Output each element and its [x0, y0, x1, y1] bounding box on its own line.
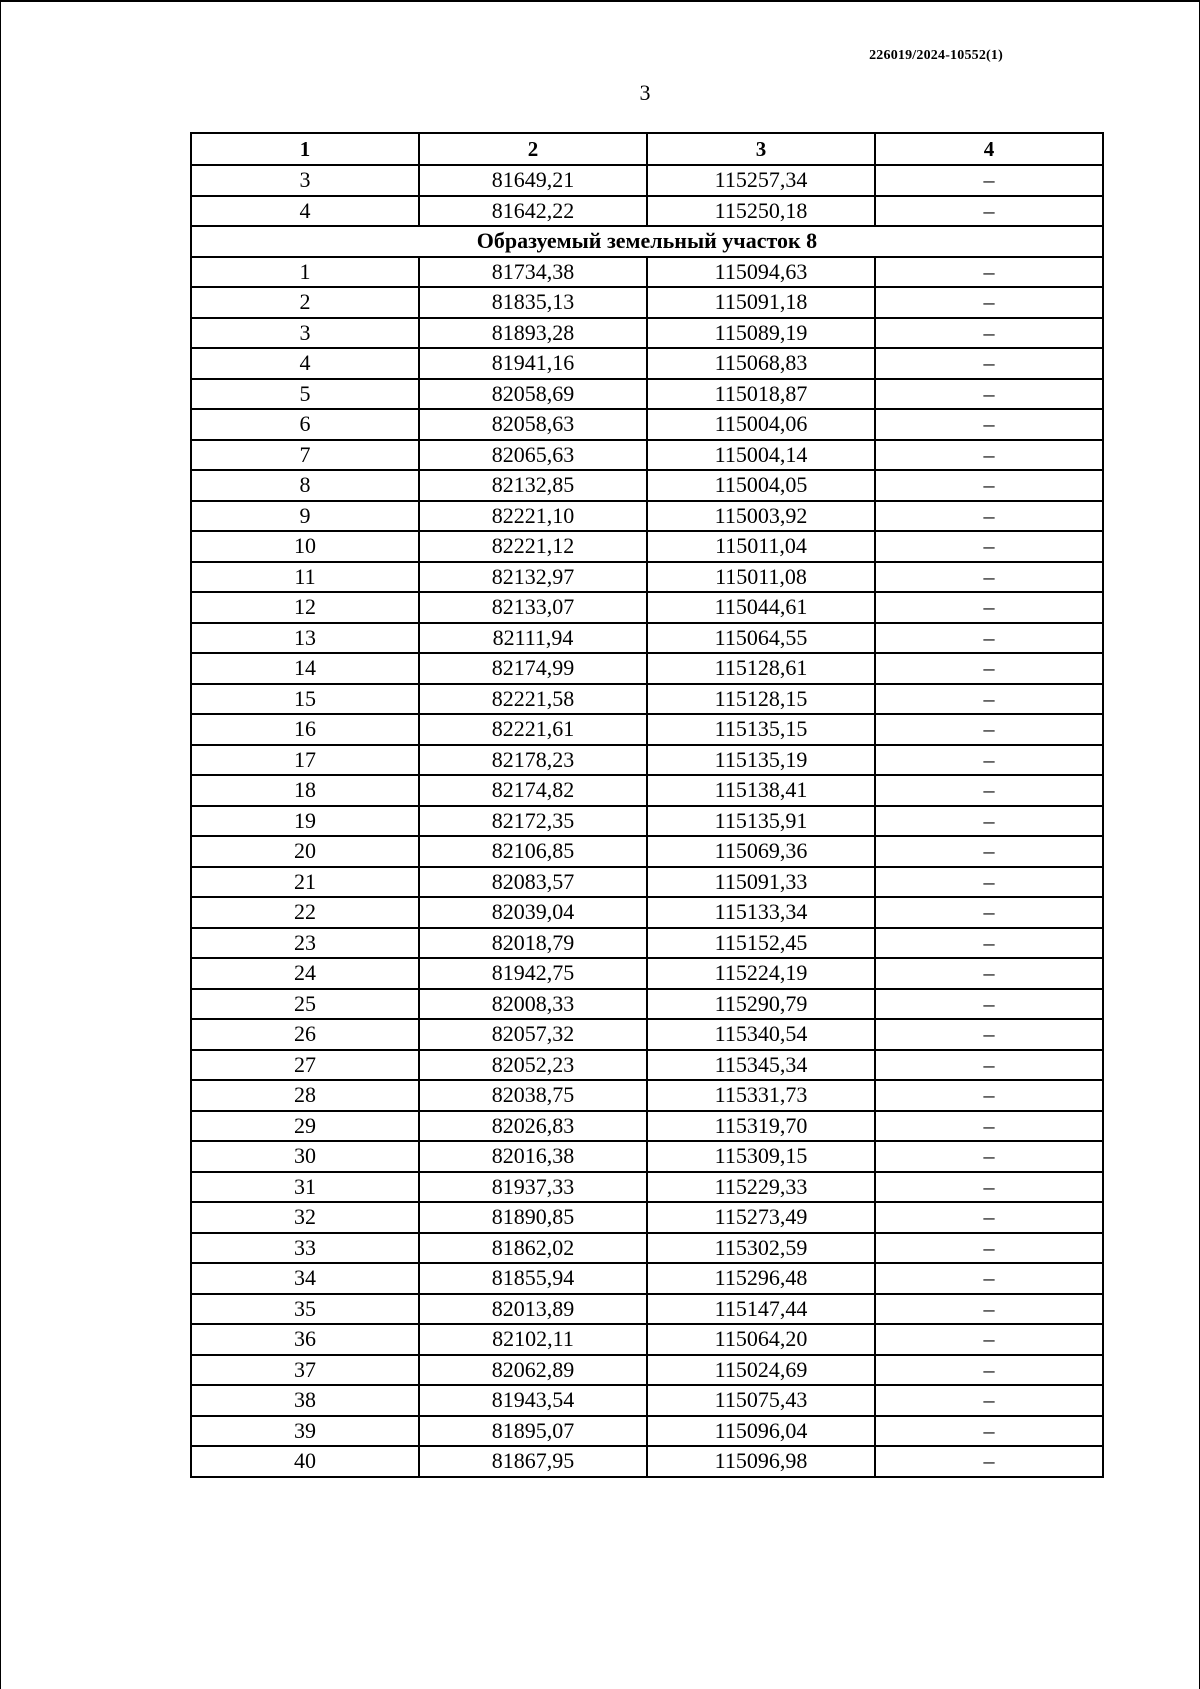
- point-number-cell: 26: [191, 1019, 419, 1050]
- section-header-body: [191, 226, 1103, 257]
- point-number-cell: 34: [191, 1263, 419, 1294]
- y-coordinate-cell: 115128,15: [647, 684, 875, 715]
- note-cell: –: [875, 1050, 1103, 1081]
- table-row: [191, 531, 1103, 562]
- y-coordinate-cell: 115250,18: [647, 196, 875, 227]
- note-cell: –: [875, 165, 1103, 196]
- table-row: [191, 867, 1103, 898]
- y-coordinate-cell: 115345,34: [647, 1050, 875, 1081]
- note-cell: –: [875, 440, 1103, 471]
- y-coordinate-cell: 115068,83: [647, 348, 875, 379]
- x-coordinate-cell: 81867,95: [419, 1446, 647, 1477]
- table-row: [191, 1416, 1103, 1447]
- note-cell: –: [875, 1263, 1103, 1294]
- x-coordinate-cell: 81734,38: [419, 257, 647, 288]
- note-cell: –: [875, 714, 1103, 745]
- note-cell: –: [875, 562, 1103, 593]
- table-row: [191, 1324, 1103, 1355]
- note-cell: –: [875, 684, 1103, 715]
- note-cell: –: [875, 1416, 1103, 1447]
- point-number-cell: 16: [191, 714, 419, 745]
- point-number-cell: 4: [191, 196, 419, 227]
- table-row: [191, 684, 1103, 715]
- point-number-cell: 31: [191, 1172, 419, 1203]
- note-cell: –: [875, 1141, 1103, 1172]
- y-coordinate-cell: 115024,69: [647, 1355, 875, 1386]
- point-number-cell: 18: [191, 775, 419, 806]
- column-header: 2: [419, 133, 647, 165]
- coordinates-table: [190, 132, 1104, 1478]
- note-cell: –: [875, 196, 1103, 227]
- note-cell: –: [875, 1324, 1103, 1355]
- point-number-cell: 6: [191, 409, 419, 440]
- table-row: [191, 1446, 1103, 1477]
- point-number-cell: 22: [191, 897, 419, 928]
- note-cell: –: [875, 745, 1103, 776]
- point-number-cell: 11: [191, 562, 419, 593]
- table-row: [191, 1050, 1103, 1081]
- x-coordinate-cell: 82062,89: [419, 1355, 647, 1386]
- x-coordinate-cell: 82172,35: [419, 806, 647, 837]
- table-row: [191, 348, 1103, 379]
- table-row: [191, 1172, 1103, 1203]
- column-header: 4: [875, 133, 1103, 165]
- point-number-cell: 15: [191, 684, 419, 715]
- table-row: [191, 1355, 1103, 1386]
- page-number: 3: [639, 80, 651, 105]
- note-cell: –: [875, 1355, 1103, 1386]
- note-cell: –: [875, 623, 1103, 654]
- point-number-cell: 40: [191, 1446, 419, 1477]
- table-row: [191, 1141, 1103, 1172]
- x-coordinate-cell: 82133,07: [419, 592, 647, 623]
- y-coordinate-cell: 115273,49: [647, 1202, 875, 1233]
- table-row: [191, 1019, 1103, 1050]
- note-cell: –: [875, 897, 1103, 928]
- table-row: [191, 958, 1103, 989]
- section-header-row: [191, 226, 1103, 257]
- x-coordinate-cell: 82013,89: [419, 1294, 647, 1325]
- point-number-cell: 3: [191, 318, 419, 349]
- point-number-cell: 5: [191, 379, 419, 410]
- point-number-cell: 9: [191, 501, 419, 532]
- x-coordinate-cell: 81943,54: [419, 1385, 647, 1416]
- note-cell: –: [875, 318, 1103, 349]
- point-number-cell: 36: [191, 1324, 419, 1355]
- x-coordinate-cell: 81942,75: [419, 958, 647, 989]
- y-coordinate-cell: 115340,54: [647, 1019, 875, 1050]
- x-coordinate-cell: 82016,38: [419, 1141, 647, 1172]
- x-coordinate-cell: 81893,28: [419, 318, 647, 349]
- point-number-cell: 37: [191, 1355, 419, 1386]
- table-row: [191, 653, 1103, 684]
- document-id: 226019/2024-10552(1): [869, 48, 1003, 63]
- y-coordinate-cell: 115331,73: [647, 1080, 875, 1111]
- table-header-row: [191, 133, 1103, 165]
- y-coordinate-cell: 115004,05: [647, 470, 875, 501]
- column-header: 3: [647, 133, 875, 165]
- note-cell: –: [875, 775, 1103, 806]
- x-coordinate-cell: 82132,97: [419, 562, 647, 593]
- y-coordinate-cell: 115096,04: [647, 1416, 875, 1447]
- y-coordinate-cell: 115138,41: [647, 775, 875, 806]
- table-row: [191, 196, 1103, 227]
- point-number-cell: 29: [191, 1111, 419, 1142]
- x-coordinate-cell: 81642,22: [419, 196, 647, 227]
- y-coordinate-cell: 115135,15: [647, 714, 875, 745]
- point-number-cell: 38: [191, 1385, 419, 1416]
- point-number-cell: 3: [191, 165, 419, 196]
- x-coordinate-cell: 82008,33: [419, 989, 647, 1020]
- note-cell: –: [875, 348, 1103, 379]
- note-cell: –: [875, 1172, 1103, 1203]
- note-cell: –: [875, 1233, 1103, 1264]
- table-row: [191, 287, 1103, 318]
- point-number-cell: 2: [191, 287, 419, 318]
- y-coordinate-cell: 115091,33: [647, 867, 875, 898]
- y-coordinate-cell: 115018,87: [647, 379, 875, 410]
- x-coordinate-cell: 81937,33: [419, 1172, 647, 1203]
- previous-plot-rows: [191, 165, 1103, 226]
- note-cell: –: [875, 1019, 1103, 1050]
- y-coordinate-cell: 115319,70: [647, 1111, 875, 1142]
- x-coordinate-cell: 82026,83: [419, 1111, 647, 1142]
- y-coordinate-cell: 115064,55: [647, 623, 875, 654]
- note-cell: –: [875, 287, 1103, 318]
- y-coordinate-cell: 115044,61: [647, 592, 875, 623]
- point-number-cell: 39: [191, 1416, 419, 1447]
- point-number-cell: 27: [191, 1050, 419, 1081]
- y-coordinate-cell: 115004,14: [647, 440, 875, 471]
- point-number-cell: 4: [191, 348, 419, 379]
- point-number-cell: 25: [191, 989, 419, 1020]
- point-number-cell: 30: [191, 1141, 419, 1172]
- x-coordinate-cell: 82132,85: [419, 470, 647, 501]
- y-coordinate-cell: 115096,98: [647, 1446, 875, 1477]
- x-coordinate-cell: 82039,04: [419, 897, 647, 928]
- x-coordinate-cell: 82221,61: [419, 714, 647, 745]
- y-coordinate-cell: 115152,45: [647, 928, 875, 959]
- point-number-cell: 35: [191, 1294, 419, 1325]
- table-row: [191, 562, 1103, 593]
- table-row: [191, 1385, 1103, 1416]
- x-coordinate-cell: 81941,16: [419, 348, 647, 379]
- point-number-cell: 28: [191, 1080, 419, 1111]
- x-coordinate-cell: 81895,07: [419, 1416, 647, 1447]
- x-coordinate-cell: 82221,12: [419, 531, 647, 562]
- y-coordinate-cell: 115302,59: [647, 1233, 875, 1264]
- y-coordinate-cell: 115075,43: [647, 1385, 875, 1416]
- table-row: [191, 318, 1103, 349]
- x-coordinate-cell: 82106,85: [419, 836, 647, 867]
- note-cell: –: [875, 806, 1103, 837]
- note-cell: –: [875, 1202, 1103, 1233]
- column-header: 1: [191, 133, 419, 165]
- point-number-cell: 13: [191, 623, 419, 654]
- x-coordinate-cell: 82057,32: [419, 1019, 647, 1050]
- point-number-cell: 19: [191, 806, 419, 837]
- y-coordinate-cell: 115135,19: [647, 745, 875, 776]
- y-coordinate-cell: 115011,04: [647, 531, 875, 562]
- x-coordinate-cell: 82018,79: [419, 928, 647, 959]
- x-coordinate-cell: 82058,69: [419, 379, 647, 410]
- x-coordinate-cell: 82058,63: [419, 409, 647, 440]
- y-coordinate-cell: 115135,91: [647, 806, 875, 837]
- table-row: [191, 440, 1103, 471]
- table-row: [191, 1263, 1103, 1294]
- section-title: Образуемый земельный участок 8: [191, 226, 1103, 257]
- note-cell: –: [875, 592, 1103, 623]
- point-number-cell: 17: [191, 745, 419, 776]
- y-coordinate-cell: 115128,61: [647, 653, 875, 684]
- x-coordinate-cell: 81862,02: [419, 1233, 647, 1264]
- x-coordinate-cell: 82038,75: [419, 1080, 647, 1111]
- x-coordinate-cell: 81855,94: [419, 1263, 647, 1294]
- point-number-cell: 8: [191, 470, 419, 501]
- x-coordinate-cell: 81835,13: [419, 287, 647, 318]
- note-cell: –: [875, 1111, 1103, 1142]
- point-number-cell: 14: [191, 653, 419, 684]
- table-row: [191, 897, 1103, 928]
- x-coordinate-cell: 81890,85: [419, 1202, 647, 1233]
- table-row: [191, 623, 1103, 654]
- note-cell: –: [875, 867, 1103, 898]
- x-coordinate-cell: 82052,23: [419, 1050, 647, 1081]
- y-coordinate-cell: 115011,08: [647, 562, 875, 593]
- table-row: [191, 1202, 1103, 1233]
- note-cell: –: [875, 379, 1103, 410]
- table-row: [191, 470, 1103, 501]
- point-number-cell: 20: [191, 836, 419, 867]
- y-coordinate-cell: 115069,36: [647, 836, 875, 867]
- y-coordinate-cell: 115004,06: [647, 409, 875, 440]
- x-coordinate-cell: 82174,99: [419, 653, 647, 684]
- note-cell: –: [875, 1294, 1103, 1325]
- x-coordinate-cell: 81649,21: [419, 165, 647, 196]
- table-row: [191, 928, 1103, 959]
- table-row: [191, 592, 1103, 623]
- table-row: [191, 745, 1103, 776]
- note-cell: –: [875, 653, 1103, 684]
- note-cell: –: [875, 501, 1103, 532]
- y-coordinate-cell: 115003,92: [647, 501, 875, 532]
- x-coordinate-cell: 82221,58: [419, 684, 647, 715]
- note-cell: –: [875, 257, 1103, 288]
- y-coordinate-cell: 115229,33: [647, 1172, 875, 1203]
- note-cell: –: [875, 989, 1103, 1020]
- point-number-cell: 12: [191, 592, 419, 623]
- table-row: [191, 1111, 1103, 1142]
- y-coordinate-cell: 115224,19: [647, 958, 875, 989]
- point-number-cell: 33: [191, 1233, 419, 1264]
- note-cell: –: [875, 409, 1103, 440]
- y-coordinate-cell: 115094,63: [647, 257, 875, 288]
- table-row: [191, 806, 1103, 837]
- x-coordinate-cell: 82174,82: [419, 775, 647, 806]
- point-number-cell: 32: [191, 1202, 419, 1233]
- note-cell: –: [875, 470, 1103, 501]
- y-coordinate-cell: 115257,34: [647, 165, 875, 196]
- table-row: [191, 379, 1103, 410]
- table-row: [191, 409, 1103, 440]
- table-row: [191, 1080, 1103, 1111]
- y-coordinate-cell: 115089,19: [647, 318, 875, 349]
- y-coordinate-cell: 115296,48: [647, 1263, 875, 1294]
- note-cell: –: [875, 1080, 1103, 1111]
- table-row: [191, 836, 1103, 867]
- point-number-cell: 21: [191, 867, 419, 898]
- x-coordinate-cell: 82178,23: [419, 745, 647, 776]
- point-number-cell: 24: [191, 958, 419, 989]
- y-coordinate-cell: 115290,79: [647, 989, 875, 1020]
- x-coordinate-cell: 82102,11: [419, 1324, 647, 1355]
- point-number-cell: 7: [191, 440, 419, 471]
- table-row: [191, 501, 1103, 532]
- y-coordinate-cell: 115309,15: [647, 1141, 875, 1172]
- point-number-cell: 23: [191, 928, 419, 959]
- x-coordinate-cell: 82065,63: [419, 440, 647, 471]
- x-coordinate-cell: 82083,57: [419, 867, 647, 898]
- note-cell: –: [875, 1446, 1103, 1477]
- table-row: [191, 989, 1103, 1020]
- x-coordinate-cell: 82111,94: [419, 623, 647, 654]
- note-cell: –: [875, 836, 1103, 867]
- table-row: [191, 165, 1103, 196]
- point-number-cell: 10: [191, 531, 419, 562]
- y-coordinate-cell: 115147,44: [647, 1294, 875, 1325]
- table-row: [191, 714, 1103, 745]
- note-cell: –: [875, 1385, 1103, 1416]
- plot-8-rows: [191, 257, 1103, 1477]
- point-number-cell: 1: [191, 257, 419, 288]
- table-row: [191, 1294, 1103, 1325]
- y-coordinate-cell: 115064,20: [647, 1324, 875, 1355]
- x-coordinate-cell: 82221,10: [419, 501, 647, 532]
- note-cell: –: [875, 531, 1103, 562]
- note-cell: –: [875, 928, 1103, 959]
- y-coordinate-cell: 115091,18: [647, 287, 875, 318]
- table-row: [191, 1233, 1103, 1264]
- table-row: [191, 257, 1103, 288]
- note-cell: –: [875, 958, 1103, 989]
- table-row: [191, 775, 1103, 806]
- y-coordinate-cell: 115133,34: [647, 897, 875, 928]
